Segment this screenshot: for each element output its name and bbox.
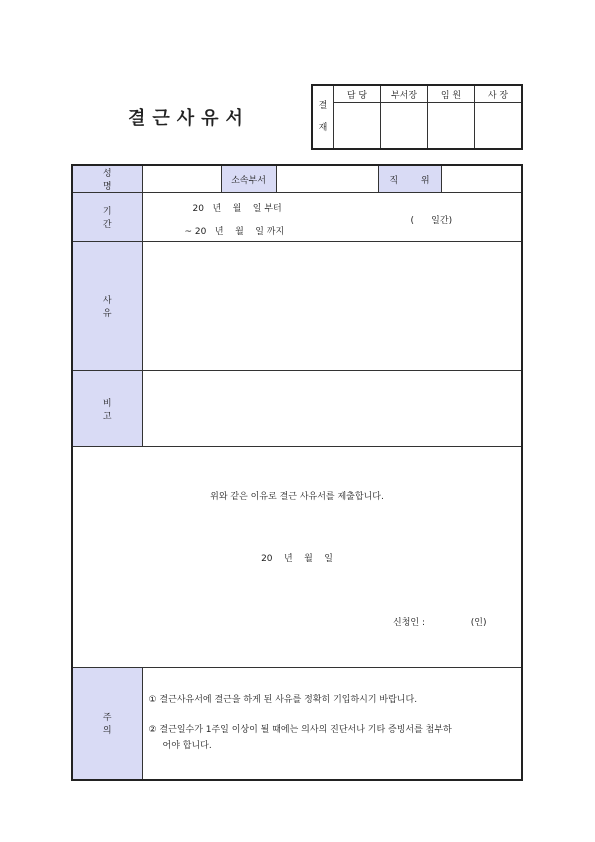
name-label: 성 명 bbox=[72, 165, 142, 193]
dept-label: 소속부서 bbox=[221, 165, 276, 193]
note-item-2-cont: 어야 합니다. bbox=[162, 741, 212, 752]
remarks-field[interactable] bbox=[142, 371, 522, 447]
document-title: 결근사유서 bbox=[128, 108, 250, 129]
period-to: ~ 20 년 월 일 까지 bbox=[184, 227, 285, 237]
applicant-signature[interactable]: 신청인 : (인) bbox=[393, 618, 487, 628]
period-days: ( 일간) bbox=[410, 216, 453, 226]
approval-side-label-1: 결 bbox=[318, 101, 328, 111]
declaration-statement: 위와 같은 이유로 결근 사유서를 제출합니다. bbox=[210, 492, 384, 502]
approval-sign-executive[interactable] bbox=[428, 103, 475, 149]
approval-header-executive: 임 원 bbox=[428, 85, 475, 103]
note-item-2: ② 결근일수가 1주일 이상이 될 때에는 의사의 진단서나 기타 증빙서를 첨부하 bbox=[148, 725, 452, 736]
dept-field[interactable] bbox=[276, 165, 378, 193]
approval-side-label bbox=[312, 85, 334, 149]
notes-label: 주 의 bbox=[72, 668, 142, 780]
reason-label: 사 유 bbox=[72, 242, 142, 371]
period-from: 20 년 월 일 부터 bbox=[192, 204, 282, 214]
approval-header-manager: 담 당 bbox=[334, 85, 381, 103]
position-label: 직 위 bbox=[378, 165, 441, 193]
approval-header-president: 사 장 bbox=[475, 85, 523, 103]
note-item-1: ① 결근사유서에 결근을 하게 된 사유를 정확히 기입하시기 바랍니다. bbox=[148, 695, 418, 706]
period-field[interactable] bbox=[142, 193, 522, 242]
period-label: 기 간 bbox=[72, 193, 142, 242]
notes-field bbox=[142, 668, 522, 780]
approval-side-label-2: 재 bbox=[318, 123, 328, 133]
approval-sign-president[interactable] bbox=[475, 103, 523, 149]
reason-field[interactable] bbox=[142, 242, 522, 371]
approval-sign-manager[interactable] bbox=[334, 103, 381, 149]
approval-header-dept-head: 부서장 bbox=[381, 85, 428, 103]
absence-form-table bbox=[71, 164, 523, 781]
position-field[interactable] bbox=[441, 165, 522, 193]
approval-sign-dept-head[interactable] bbox=[381, 103, 428, 149]
declaration-date: 20 년 월 일 bbox=[261, 554, 333, 564]
declaration-section bbox=[72, 447, 522, 668]
remarks-label: 비 고 bbox=[72, 371, 142, 447]
approval-box bbox=[311, 84, 523, 150]
name-field[interactable] bbox=[142, 165, 221, 193]
